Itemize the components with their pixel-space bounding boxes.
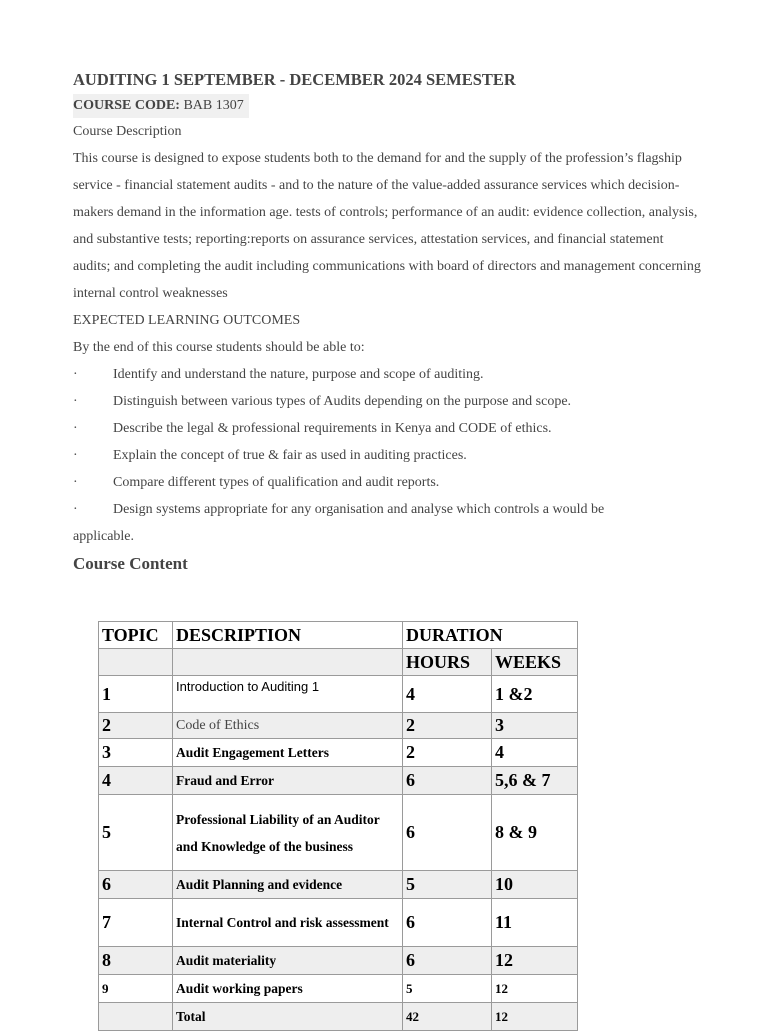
document-body: [73, 66, 703, 578]
description-cell: Audit working papers: [173, 975, 403, 1003]
outcome-item: · Compare different types of qualification and audit reports.: [73, 469, 703, 496]
table-total-row: [99, 1003, 578, 1031]
topic-cell: 4: [99, 767, 173, 795]
course-content-heading: Course Content: [73, 554, 188, 573]
course-code: [73, 94, 249, 118]
total-hours: 42: [403, 1003, 492, 1031]
course-description: This course is designed to expose students both to the demand for and the supply of the profession’s flagship service - financial statement audits - and to the nature of the value-added assurance services which decision-makers demand in the information age. tests of controls; performance of an audit: evidence collection, analysis, and substantive tests; reporting:reports on assurance services, attestation services, and financial statement audits; and completing the audit including communications with board of directors and management concerning internal control weaknesses: [73, 151, 701, 301]
bullet-icon: ·: [73, 394, 78, 409]
table-row: [99, 871, 578, 899]
description-cell: Audit Engagement Letters: [173, 739, 403, 767]
outcome-item: · Design systems appropriate for any organisation and analyse which controls a would be: [73, 496, 703, 523]
outcome-item: · Identify and understand the nature, purpose and scope of auditing.: [73, 361, 703, 388]
course-code-value: BAB 1307: [183, 98, 244, 113]
table-row: [99, 975, 578, 1003]
weeks-cell: 12: [492, 947, 578, 975]
hours-cell: 6: [403, 795, 492, 871]
table-row: [99, 739, 578, 767]
topic-cell: 9: [99, 975, 173, 1003]
outcome-item-continuation: applicable.: [73, 529, 135, 544]
description-cell: Fraud and Error: [173, 767, 403, 795]
subheader-empty: [99, 649, 173, 676]
table-subheader-row: [99, 649, 578, 676]
course-content-table: [98, 621, 578, 1031]
topic-cell: 7: [99, 899, 173, 947]
topic-cell: 3: [99, 739, 173, 767]
hours-cell: 5: [403, 975, 492, 1003]
header-description: DESCRIPTION: [173, 622, 403, 649]
outcome-item: · Explain the concept of true & fair as used in auditing practices.: [73, 442, 703, 469]
weeks-cell: 11: [492, 899, 578, 947]
header-weeks: WEEKS: [492, 649, 578, 676]
hours-cell: 6: [403, 767, 492, 795]
total-weeks: 12: [492, 1003, 578, 1031]
subheader-empty: [173, 649, 403, 676]
weeks-cell: 3: [492, 713, 578, 739]
hours-cell: 4: [403, 676, 492, 713]
topic-cell: 2: [99, 713, 173, 739]
weeks-cell: 4: [492, 739, 578, 767]
weeks-cell: 8 & 9: [492, 795, 578, 871]
description-heading: Course Description: [73, 124, 182, 139]
course-code-label: COURSE CODE:: [73, 98, 180, 113]
hours-cell: 6: [403, 947, 492, 975]
description-cell: Audit Planning and evidence: [173, 871, 403, 899]
outcomes-heading: EXPECTED LEARNING OUTCOMES: [73, 313, 301, 328]
table-row: [99, 947, 578, 975]
header-topic: TOPIC: [99, 622, 173, 649]
bullet-icon: ·: [73, 448, 78, 463]
topic-cell: 5: [99, 795, 173, 871]
bullet-icon: ·: [73, 421, 78, 436]
weeks-cell: 10: [492, 871, 578, 899]
outcome-item: · Distinguish between various types of Audits depending on the purpose and scope.: [73, 388, 703, 415]
topic-cell: 1: [99, 676, 173, 713]
header-duration: DURATION: [403, 622, 578, 649]
description-cell: Code of Ethics: [173, 713, 403, 739]
table-row: [99, 676, 578, 713]
description-cell: Professional Liability of an Auditor and Knowledge of the business: [173, 795, 403, 871]
table-row: [99, 713, 578, 739]
table-header-row: [99, 622, 578, 649]
weeks-cell: 1 &2: [492, 676, 578, 713]
table-row: [99, 795, 578, 871]
bullet-icon: ·: [73, 502, 78, 517]
topic-cell: 8: [99, 947, 173, 975]
total-topic-cell: [99, 1003, 173, 1031]
hours-cell: 2: [403, 713, 492, 739]
description-cell: Introduction to Auditing 1: [173, 676, 403, 713]
header-hours: HOURS: [403, 649, 492, 676]
topic-cell: 6: [99, 871, 173, 899]
hours-cell: 2: [403, 739, 492, 767]
description-cell: Internal Control and risk assessment: [173, 899, 403, 947]
hours-cell: 5: [403, 871, 492, 899]
outcomes-intro: By the end of this course students should be able to:: [73, 340, 365, 355]
weeks-cell: 5,6 & 7: [492, 767, 578, 795]
table-row: [99, 899, 578, 947]
description-cell: Audit materiality: [173, 947, 403, 975]
page-title: AUDITING 1 SEPTEMBER - DECEMBER 2024 SEMESTER: [73, 70, 516, 89]
bullet-icon: ·: [73, 475, 78, 490]
bullet-icon: ·: [73, 367, 78, 382]
outcome-item: · Describe the legal & professional requirements in Kenya and CODE of ethics.: [73, 415, 703, 442]
weeks-cell: 12: [492, 975, 578, 1003]
hours-cell: 6: [403, 899, 492, 947]
total-label: Total: [173, 1003, 403, 1031]
table-row: [99, 767, 578, 795]
